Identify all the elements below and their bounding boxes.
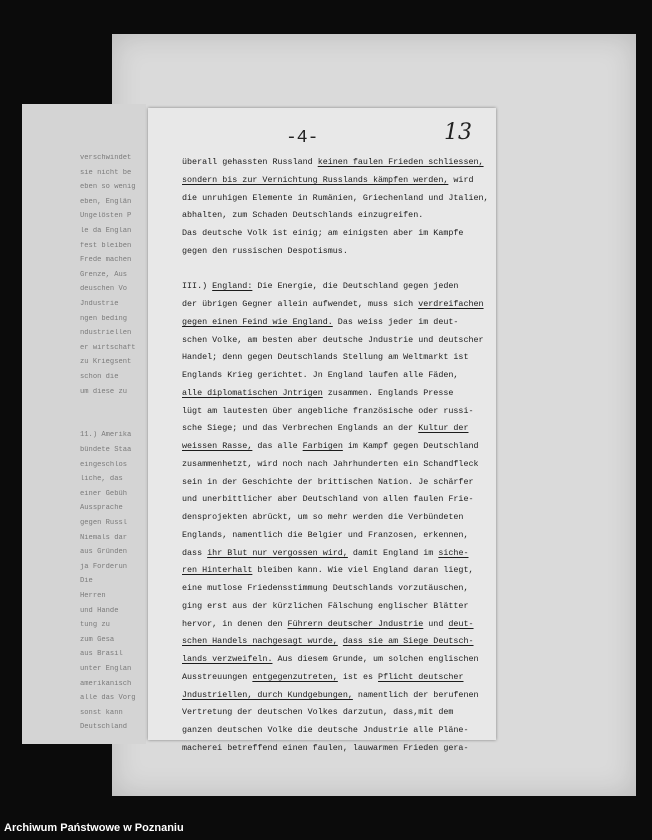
text-line	[182, 474, 494, 492]
underlined-phrase: alle diplomatischen Jntrigen	[182, 387, 323, 398]
text-line	[182, 385, 494, 403]
left-page-text-line: eingeschlos	[80, 460, 128, 469]
text-segment: Ausstreuungen	[182, 671, 253, 682]
left-page-text-line: zum Gesa	[80, 635, 115, 644]
text-line	[182, 598, 494, 616]
left-page-text-line: deuschen Vo	[80, 285, 128, 294]
left-page-text-line: gegen Russl	[80, 519, 128, 527]
text-segment: wird	[448, 174, 474, 185]
text-segment: macherei betreffend einen faulen, lauwarmen Frieden gera-	[182, 742, 469, 753]
text-segment: Handel; denn gegen Deutschlands Stellung am Weltmarkt ist	[182, 352, 469, 363]
text-segment: Aus diesem Grunde, um solchen englischen	[272, 654, 479, 664]
text-segment: Das deutsche Volk ist einig; am einigsten aber im Kampfe	[182, 228, 464, 238]
left-page-text-line: Die	[80, 577, 93, 586]
left-page-text-line: eben so wenig	[80, 183, 136, 192]
left-page-text-line: Aussprache	[80, 504, 123, 513]
text-line	[182, 403, 494, 421]
text-line	[182, 616, 494, 634]
archive-watermark: Archiwum Państwowe w Poznaniu	[4, 822, 184, 834]
text-line	[182, 491, 494, 509]
text-segment: bleiben kann. Wie viel England daran liegt,	[252, 565, 474, 576]
text-line	[182, 669, 494, 687]
left-page-text-line: zu Kriegsent	[80, 358, 132, 367]
text-line	[182, 278, 494, 296]
underlined-phrase: Kultur der	[418, 423, 469, 434]
left-page-text-line: alle das Vorg	[80, 694, 136, 703]
underlined-phrase: verdreifachen	[418, 299, 484, 309]
underlined-phrase: England:	[212, 281, 253, 292]
text-segment: damit England im	[347, 547, 439, 558]
text-line	[182, 438, 494, 456]
text-line	[182, 349, 494, 367]
left-page-text-line: er wirtschaft	[80, 343, 136, 352]
underlined-phrase: gegen einen Feind wie England.	[182, 316, 333, 327]
text-segment: III.)	[182, 281, 213, 292]
left-page-text-line: le da Englan	[80, 227, 132, 235]
text-segment: Das weiss jeder im deut-	[332, 316, 459, 327]
text-line	[182, 651, 494, 669]
text-segment: lügt am lautesten über angebliche französische oder russi-	[182, 405, 474, 416]
text-line	[182, 332, 494, 350]
text-segment: überall gehassten Russland	[182, 157, 318, 167]
text-segment: Englands Krieg gerichtet. Jn England laufen alle Fäden,	[182, 370, 459, 380]
text-segment: im Kampf gegen Deutschland	[342, 441, 479, 451]
left-page-text-line: bündete Staa	[80, 446, 132, 454]
text-line	[182, 225, 494, 243]
text-segment: das alle	[252, 441, 303, 451]
text-segment: zusammenhetzt, wird noch nach Jahrhunderten ein Schandfleck	[182, 458, 479, 469]
text-line	[182, 296, 494, 314]
text-segment: der übrigen Gegner allein aufwendet, muss sich	[182, 299, 419, 309]
left-page-text-line: sie nicht be	[80, 168, 132, 177]
left-page-text-line: ndustriellen	[80, 329, 132, 338]
left-page-text-line: tung zu	[80, 621, 110, 630]
text-line	[182, 314, 494, 332]
text-line	[182, 527, 494, 545]
text-segment: die unruhigen Elemente in Rumänien, Griechenland und Jtalien,	[182, 192, 489, 203]
text-line	[182, 722, 494, 740]
text-segment: hervor, in denen den	[182, 618, 288, 629]
text-segment: namentlich der berufenen	[352, 689, 479, 700]
text-line	[182, 704, 494, 722]
page-marker: -4-	[286, 128, 319, 148]
underlined-phrase: Pflicht deutscher	[378, 671, 464, 682]
left-page-text-line: Deutschland	[80, 723, 128, 732]
underlined-phrase: weissen Rasse,	[182, 441, 253, 451]
text-segment: eine mutlose Friedensstimmung Deutschlands vorzutäuschen,	[182, 583, 469, 593]
underlined-phrase: Führern deutscher Jndustrie	[287, 618, 424, 629]
underlined-phrase: lands verzweifeln.	[182, 654, 273, 664]
left-page-text-line: ja Forderun	[80, 562, 128, 571]
left-page-text-line: einer Gebüh	[80, 489, 128, 498]
text-line	[182, 687, 494, 705]
text-line	[182, 580, 494, 598]
left-page-text-line: Ungelösten P	[80, 212, 132, 221]
text-line	[182, 545, 494, 563]
text-segment: abhalten, zum Schaden Deutschlands einzugreifen.	[182, 210, 424, 221]
left-page-text-line: liche, das	[80, 475, 123, 484]
left-page-text-line: Grenze, Aus	[80, 270, 128, 279]
underlined-phrase: deut-	[448, 618, 474, 629]
left-page-text-line: fest bleiben	[80, 241, 132, 250]
paragraph-gap	[182, 261, 494, 279]
text-segment: gegen den russischen Despotismus.	[182, 245, 348, 256]
underlined-phrase: siche-	[438, 547, 469, 558]
left-page-text-line: eben, Englän	[80, 197, 132, 206]
text-line	[182, 456, 494, 474]
underlined-phrase: ren Hinterhalt	[182, 565, 253, 576]
underlined-phrase: keinen faulen Frieden schliessen,	[317, 157, 484, 167]
left-page-text-line: Jndustrie	[80, 300, 119, 308]
left-page-text-line: sonst kann	[80, 708, 123, 717]
left-page-text-line: aus Brasil	[80, 650, 123, 659]
text-line	[182, 207, 494, 225]
text-line	[182, 509, 494, 527]
left-page-text-line: um diese zu	[80, 387, 128, 396]
left-page-text-line: unter Englan	[80, 665, 132, 673]
text-line	[182, 633, 494, 651]
underlined-phrase: sondern bis zur Vernichtung Russlands kämpfen werden,	[182, 174, 449, 185]
left-page-text-line: ngen beding	[80, 314, 128, 323]
underlined-phrase: Jndustriellen, durch Kundgebungen,	[182, 689, 353, 700]
folio-number: 13	[444, 120, 472, 145]
text-segment: Englands, namentlich die Belgier und Franzosen, erkennen,	[182, 529, 469, 540]
left-page-text-line: Niemals dar	[80, 533, 128, 542]
text-segment: sein in der Geschichte der brittischen Nation. Je schärfer	[182, 476, 474, 487]
text-segment: densprojekten abrückt, um so mehr werden die Verbündeten	[182, 512, 464, 522]
left-page-fragment	[22, 104, 146, 744]
left-page-text-line: verschwindet	[80, 154, 132, 162]
text-segment: ganzen deutschen Volke die deutsche Jndustrie alle Pläne-	[182, 725, 469, 735]
text-segment: und unerbittlicher aber Deutschland von allen faulen Frie-	[182, 494, 474, 505]
left-page-text-line: amerikanisch	[80, 679, 132, 688]
text-segment: sche Siege; und das Verbrechen Englands an der	[182, 423, 419, 434]
text-segment: ist es	[337, 671, 379, 682]
text-line	[182, 190, 494, 208]
underlined-phrase: entgegenzutreten,	[252, 671, 338, 682]
text-line	[182, 740, 494, 758]
left-page-text-line: 11.) Amerika	[80, 431, 132, 440]
text-segment: Vertretung der deutschen Volkes darzutun, dass,mit dem	[182, 707, 454, 718]
underlined-phrase: schen Handels nachgesagt wurde,	[182, 636, 338, 647]
underlined-phrase: Farbigen	[302, 441, 343, 451]
left-page-text-line: schon die	[80, 373, 119, 381]
text-line	[182, 562, 494, 580]
text-segment: ging erst aus der kürzlichen Fälschung englischer Blätter	[182, 600, 469, 611]
text-segment: schen Volke, am besten aber deutsche Jndustrie und deutscher	[182, 334, 484, 345]
text-segment: Die Energie, die Deutschland gegen jeden	[252, 281, 459, 292]
left-page-text-line: Herren	[80, 592, 106, 600]
body-text	[182, 154, 494, 758]
text-line	[182, 154, 494, 172]
text-line	[182, 243, 494, 261]
left-page-text-line: und Hande	[80, 606, 119, 615]
left-page-text-line: Frede machen	[80, 256, 132, 265]
text-segment: dass	[182, 547, 208, 558]
left-page-text-line: aus Gründen	[80, 548, 128, 557]
text-segment: und	[423, 618, 449, 629]
document-page	[148, 108, 496, 753]
text-line	[182, 367, 494, 385]
underlined-phrase: ihr Blut nur vergossen wird,	[207, 547, 348, 558]
text-line	[182, 420, 494, 438]
text-segment: zusammen. Englands Presse	[322, 387, 454, 398]
text-line	[182, 172, 494, 190]
underlined-phrase: dass sie am Siege Deutsch-	[342, 636, 474, 647]
